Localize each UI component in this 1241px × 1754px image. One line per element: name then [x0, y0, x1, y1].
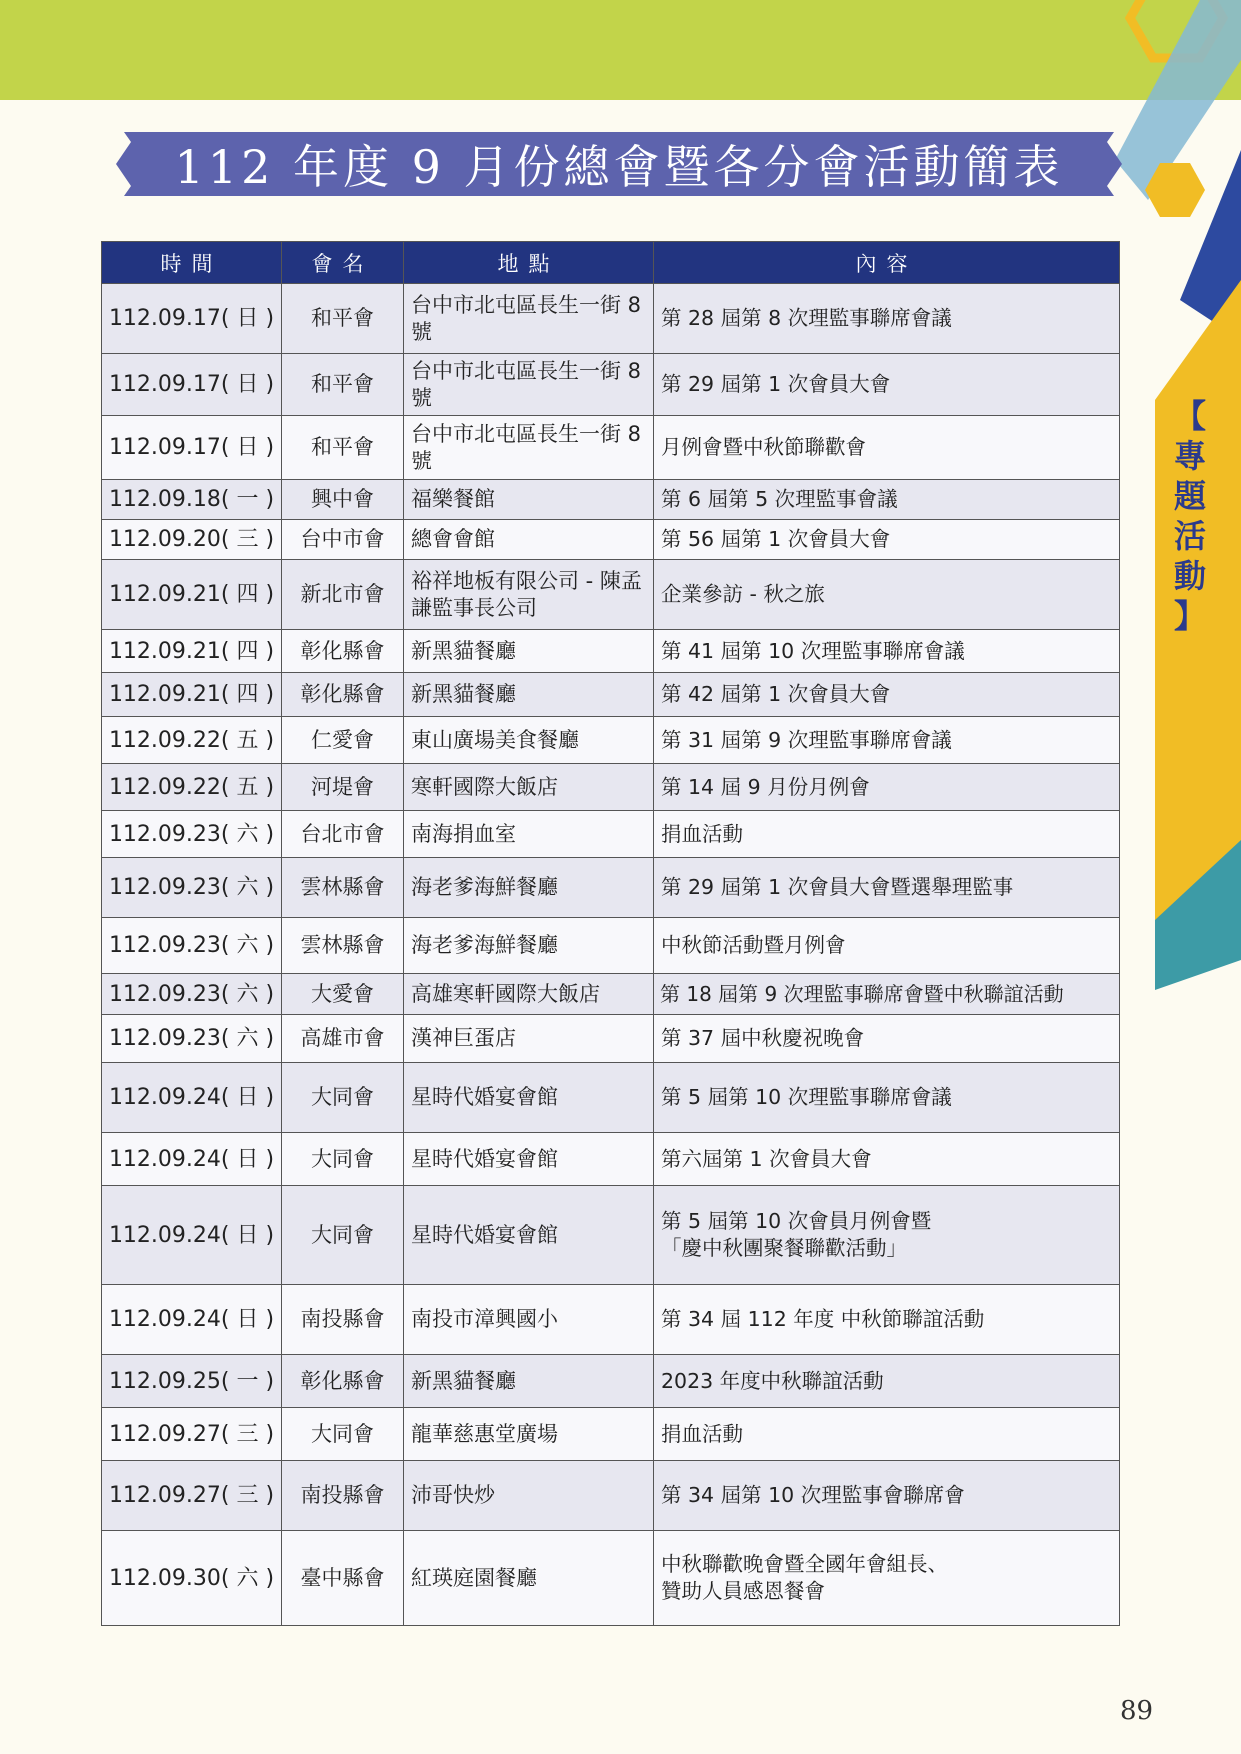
table-row: [102, 1133, 1120, 1186]
cell-date: 112.09.18( 一 ): [102, 480, 282, 520]
header-time: 時間: [102, 242, 282, 284]
table-row: [102, 416, 1120, 480]
cell-content: 中秋節活動暨月例會: [654, 918, 1120, 974]
table-row: [102, 560, 1120, 630]
cell-org: 台北市會: [282, 811, 404, 858]
cell-org: 河堤會: [282, 764, 404, 811]
header-place: 地點: [404, 242, 654, 284]
cell-date: 112.09.25( 一 ): [102, 1355, 282, 1408]
cell-place: 漢神巨蛋店: [404, 1015, 654, 1063]
cell-org: 大愛會: [282, 974, 404, 1015]
table-row: [102, 673, 1120, 717]
cell-place: 台中市北屯區長生一街 8 號: [404, 284, 654, 354]
cell-content: 月例會暨中秋節聯歡會: [654, 416, 1120, 480]
cell-content: 第 5 屆第 10 次理監事聯席會議: [654, 1063, 1120, 1133]
cell-date: 112.09.21( 四 ): [102, 560, 282, 630]
cell-place: 台中市北屯區長生一街 8 號: [404, 354, 654, 416]
cell-content: 第 42 屆第 1 次會員大會: [654, 673, 1120, 717]
header-org: 會名: [282, 242, 404, 284]
cell-date: 112.09.27( 三 ): [102, 1461, 282, 1531]
table-row: [102, 811, 1120, 858]
table-row: [102, 1408, 1120, 1461]
cell-content: 第 37 屆中秋慶祝晚會: [654, 1015, 1120, 1063]
table-row: [102, 354, 1120, 416]
cell-content: 中秋聯歡晚會暨全國年會組長、 贊助人員感恩餐會: [654, 1531, 1120, 1626]
cell-org: 南投縣會: [282, 1461, 404, 1531]
cell-place: 總會會館: [404, 520, 654, 560]
cell-place: 台中市北屯區長生一街 8 號: [404, 416, 654, 480]
cell-place: 沛哥快炒: [404, 1461, 654, 1531]
table-row: [102, 764, 1120, 811]
cell-org: 彰化縣會: [282, 673, 404, 717]
cell-date: 112.09.24( 日 ): [102, 1133, 282, 1186]
cell-date: 112.09.20( 三 ): [102, 520, 282, 560]
cell-content: 第 5 屆第 10 次會員月例會暨 「慶中秋團聚餐聯歡活動」: [654, 1186, 1120, 1285]
cell-date: 112.09.24( 日 ): [102, 1063, 282, 1133]
cell-content: 2023 年度中秋聯誼活動: [654, 1355, 1120, 1408]
cell-content: 第 6 屆第 5 次理監事會議: [654, 480, 1120, 520]
cell-place: 裕祥地板有限公司 - 陳孟謙監事長公司: [404, 560, 654, 630]
table-row: [102, 284, 1120, 354]
cell-content: 第 31 屆第 9 次理監事聯席會議: [654, 717, 1120, 764]
cell-org: 臺中縣會: [282, 1531, 404, 1626]
cell-date: 112.09.21( 四 ): [102, 673, 282, 717]
cell-date: 112.09.23( 六 ): [102, 811, 282, 858]
table-row: [102, 1063, 1120, 1133]
cell-date: 112.09.24( 日 ): [102, 1186, 282, 1285]
activity-table: [101, 241, 1120, 1626]
cell-content: 第 34 屆 112 年度 中秋節聯誼活動: [654, 1285, 1120, 1355]
cell-content: 第 29 屆第 1 次會員大會: [654, 354, 1120, 416]
table-row: [102, 858, 1120, 918]
page-number: 89: [1120, 1696, 1154, 1726]
cell-content: 第 34 屆第 10 次理監事會聯席會: [654, 1461, 1120, 1531]
table-header-row: [102, 242, 1120, 284]
cell-org: 和平會: [282, 354, 404, 416]
table-row: [102, 630, 1120, 673]
cell-date: 112.09.17( 日 ): [102, 416, 282, 480]
cell-content: 捐血活動: [654, 811, 1120, 858]
cell-date: 112.09.30( 六 ): [102, 1531, 282, 1626]
cell-date: 112.09.27( 三 ): [102, 1408, 282, 1461]
cell-place: 南海捐血室: [404, 811, 654, 858]
cell-content: 第 29 屆第 1 次會員大會暨選舉理監事: [654, 858, 1120, 918]
cell-content: 第 41 屆第 10 次理監事聯席會議: [654, 630, 1120, 673]
cell-place: 新黑貓餐廳: [404, 630, 654, 673]
cell-content: 第 18 屆第 9 次理監事聯席會暨中秋聯誼活動: [654, 974, 1120, 1015]
cell-org: 彰化縣會: [282, 1355, 404, 1408]
cell-place: 新黑貓餐廳: [404, 673, 654, 717]
cell-org: 大同會: [282, 1408, 404, 1461]
table-row: [102, 974, 1120, 1015]
cell-date: 112.09.22( 五 ): [102, 717, 282, 764]
cell-place: 星時代婚宴會館: [404, 1186, 654, 1285]
cell-place: 海老爹海鮮餐廳: [404, 918, 654, 974]
table-row: [102, 520, 1120, 560]
cell-content: 第 28 屆第 8 次理監事聯席會議: [654, 284, 1120, 354]
cell-date: 112.09.17( 日 ): [102, 354, 282, 416]
cell-org: 大同會: [282, 1133, 404, 1186]
cell-place: 高雄寒軒國際大飯店: [404, 974, 654, 1015]
table-row: [102, 1355, 1120, 1408]
table-row: [102, 1531, 1120, 1626]
page-title: 112 年度 9 月份總會暨各分會活動簡表: [174, 140, 1064, 194]
cell-org: 彰化縣會: [282, 630, 404, 673]
cell-org: 雲林縣會: [282, 858, 404, 918]
cell-content: 第 56 屆第 1 次會員大會: [654, 520, 1120, 560]
cell-content: 捐血活動: [654, 1408, 1120, 1461]
cell-date: 112.09.23( 六 ): [102, 974, 282, 1015]
cell-date: 112.09.17( 日 ): [102, 284, 282, 354]
table-row: [102, 1461, 1120, 1531]
cell-date: 112.09.23( 六 ): [102, 918, 282, 974]
cell-place: 海老爹海鮮餐廳: [404, 858, 654, 918]
table-row: [102, 1186, 1120, 1285]
cell-place: 龍華慈惠堂廣場: [404, 1408, 654, 1461]
cell-org: 台中市會: [282, 520, 404, 560]
cell-org: 興中會: [282, 480, 404, 520]
cell-date: 112.09.24( 日 ): [102, 1285, 282, 1355]
cell-date: 112.09.21( 四 ): [102, 630, 282, 673]
cell-date: 112.09.23( 六 ): [102, 1015, 282, 1063]
cell-org: 和平會: [282, 416, 404, 480]
cell-org: 仁愛會: [282, 717, 404, 764]
cell-org: 南投縣會: [282, 1285, 404, 1355]
cell-place: 新黑貓餐廳: [404, 1355, 654, 1408]
header-content: 內容: [654, 242, 1120, 284]
cell-place: 福樂餐館: [404, 480, 654, 520]
cell-org: 大同會: [282, 1063, 404, 1133]
cell-date: 112.09.22( 五 ): [102, 764, 282, 811]
cell-org: 和平會: [282, 284, 404, 354]
table-row: [102, 1015, 1120, 1063]
table-row: [102, 480, 1120, 520]
cell-date: 112.09.23( 六 ): [102, 858, 282, 918]
table-row: [102, 1285, 1120, 1355]
cell-content: 第 14 屆 9 月份月例會: [654, 764, 1120, 811]
cell-place: 南投市漳興國小: [404, 1285, 654, 1355]
cell-org: 大同會: [282, 1186, 404, 1285]
cell-place: 星時代婚宴會館: [404, 1063, 654, 1133]
cell-place: 寒軒國際大飯店: [404, 764, 654, 811]
cell-org: 高雄市會: [282, 1015, 404, 1063]
cell-place: 紅瑛庭園餐廳: [404, 1531, 654, 1626]
table-row: [102, 918, 1120, 974]
section-side-label: 【 專 題 活 動 】: [1173, 397, 1206, 635]
cell-place: 星時代婚宴會館: [404, 1133, 654, 1186]
cell-place: 東山廣場美食餐廳: [404, 717, 654, 764]
cell-org: 雲林縣會: [282, 918, 404, 974]
table-row: [102, 717, 1120, 764]
cell-content: 企業參訪 - 秋之旅: [654, 560, 1120, 630]
cell-content: 第六屆第 1 次會員大會: [654, 1133, 1120, 1186]
cell-org: 新北市會: [282, 560, 404, 630]
